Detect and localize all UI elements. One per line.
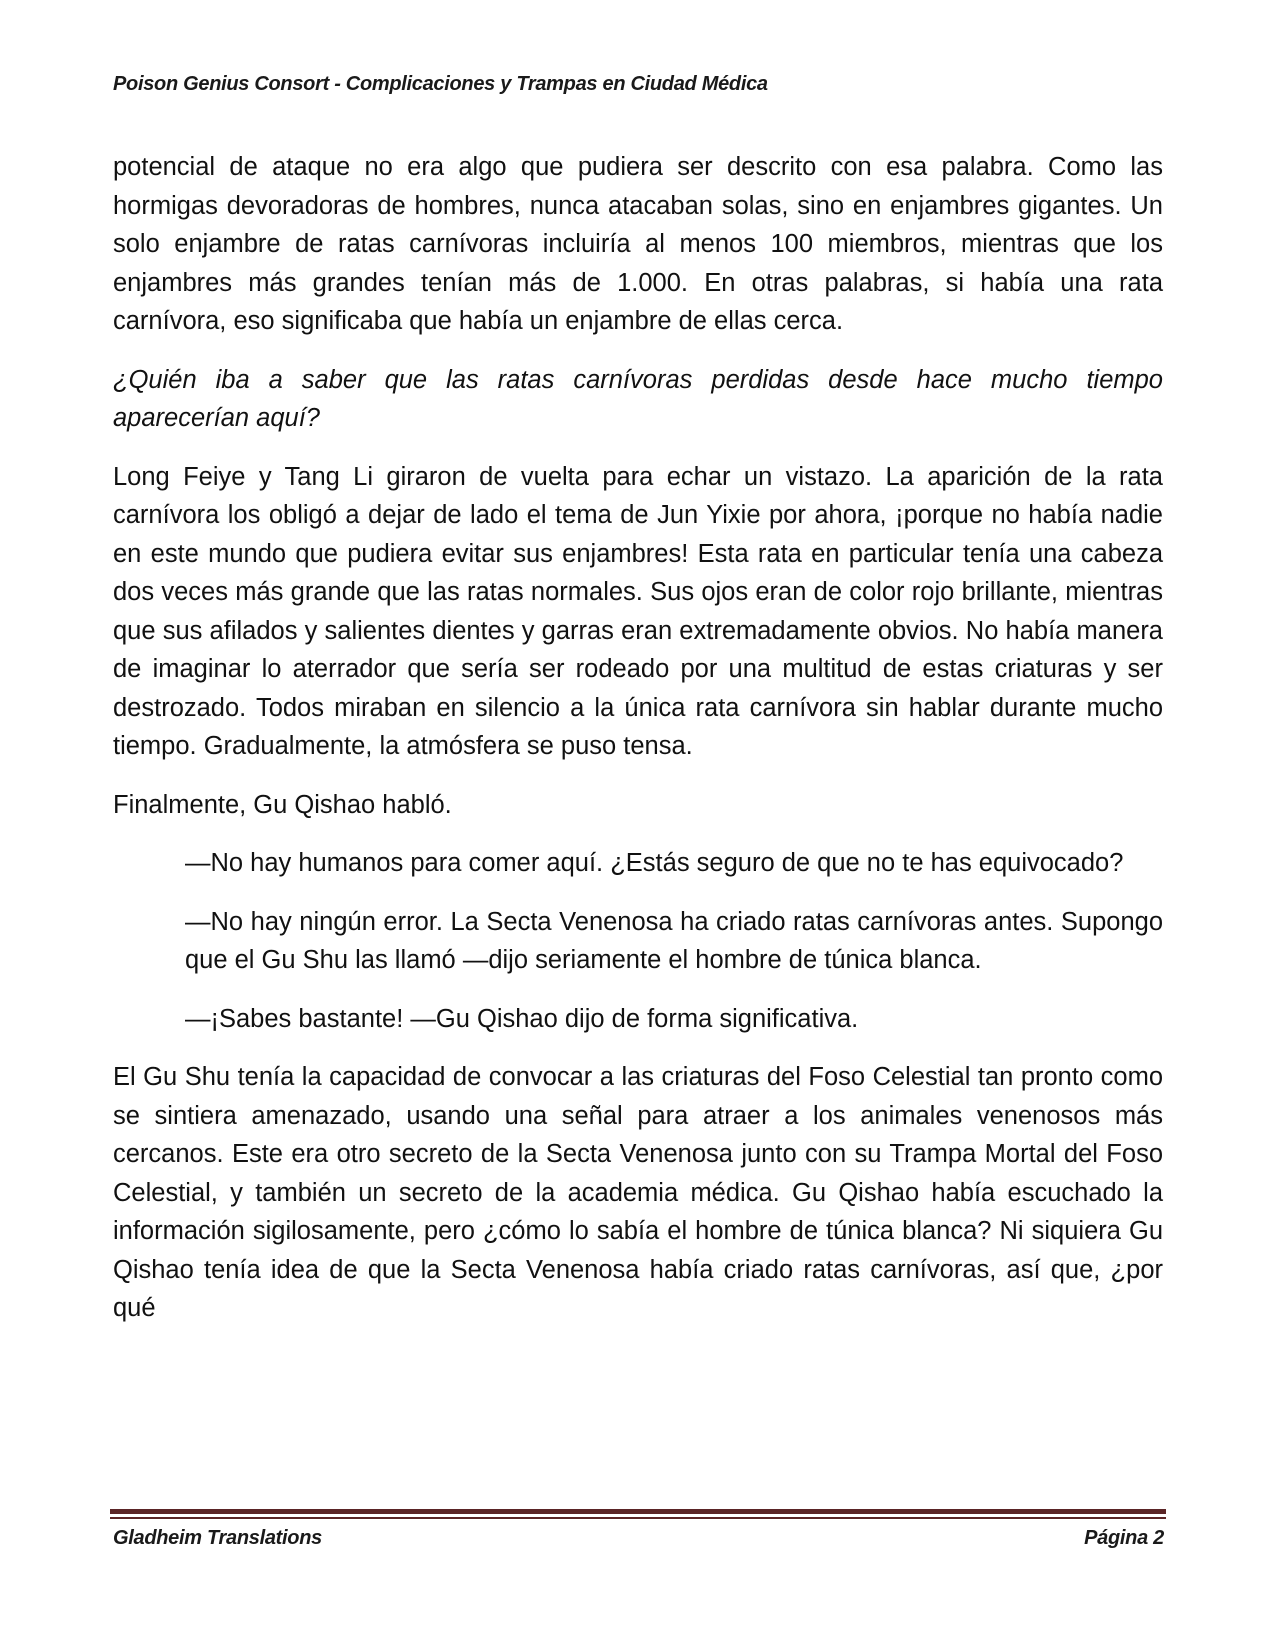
paragraph: El Gu Shu tenía la capacidad de convocar a las criaturas del Foso Celestial tan pronto como se sintiera amenazado, usando una señal para atraer a los animales venenosos más cercanos. Este era otro secreto de la Secta Venenosa junto con su Trampa Mortal del Foso Celestial, y también un secreto de la academia médica. Gu Qishao había escuchado la información sigilosamente, pero ¿cómo lo sabía el hombre de túnica blanca? Ni siquiera Gu Qishao tenía idea de que la Secta Venenosa había criado ratas carnívoras, así que, ¿por qué xyxy=(113,1063,1163,1322)
paragraph: potencial de ataque no era algo que pudiera ser descrito con esa palabra. Como las hormigas devoradoras de hombres, nunca atacaban solas, sino en enjambres gigantes. Un solo enjambre de ratas carnívoras incluiría al menos 100 miembros, mientras que los enjambres más grandes tenían más de 1.000. En otras palabras, si había una rata carnívora, eso significaba que había un enjambre de ellas cerca. xyxy=(113,153,1163,335)
paragraph: Long Feiye y Tang Li giraron de vuelta para echar un vistazo. La aparición de la rata carnívora los obligó a dejar de lado el tema de Jun Yixie por ahora, ¡porque no había nadie en este mundo que pudiera evitar sus enjambres! Esta rata en particular tenía una cabeza dos veces más grande que las ratas normales. Sus ojos eran de color rojo brillante, mientras que sus afilados y salientes dientes y garras eran extremadamente obvios. No había manera de imaginar lo aterrador que sería ser rodeado por una multitud de estas criaturas y ser destrozado. Todos miraban en silencio a la única rata carnívora sin hablar durante mucho tiempo. Gradualmente, la atmósfera se puso tensa. xyxy=(113,462,1163,760)
body-text xyxy=(113,148,1163,1348)
footer-rule xyxy=(110,1509,1166,1523)
running-header: Poison Genius Consort - Complicaciones y Trampas en Ciudad Médica xyxy=(113,73,768,95)
dialogue-line: —No hay humanos para comer aquí. ¿Estás seguro de que no te has equivocado? xyxy=(185,849,1124,877)
footer-rule-thick xyxy=(110,1509,1166,1514)
italic-thought: ¿Quién iba a saber que las ratas carnívoras perdidas desde hace mucho tiempo aparecerían aquí? xyxy=(113,365,1163,432)
footer-rule-thin xyxy=(110,1517,1166,1519)
page-number: Página 2 xyxy=(1084,1527,1164,1549)
dialogue-line: —No hay ningún error. La Secta Venenosa ha criado ratas carnívoras antes. Supongo que el Gu Shu las llamó —dijo seriamente el hombre de túnica blanca. xyxy=(185,907,1163,974)
dialogue-line: —¡Sabes bastante! —Gu Qishao dijo de forma significativa. xyxy=(185,1004,859,1033)
footer-publisher: Gladheim Translations xyxy=(113,1527,322,1549)
paragraph: Finalmente, Gu Qishao habló. xyxy=(113,790,452,819)
